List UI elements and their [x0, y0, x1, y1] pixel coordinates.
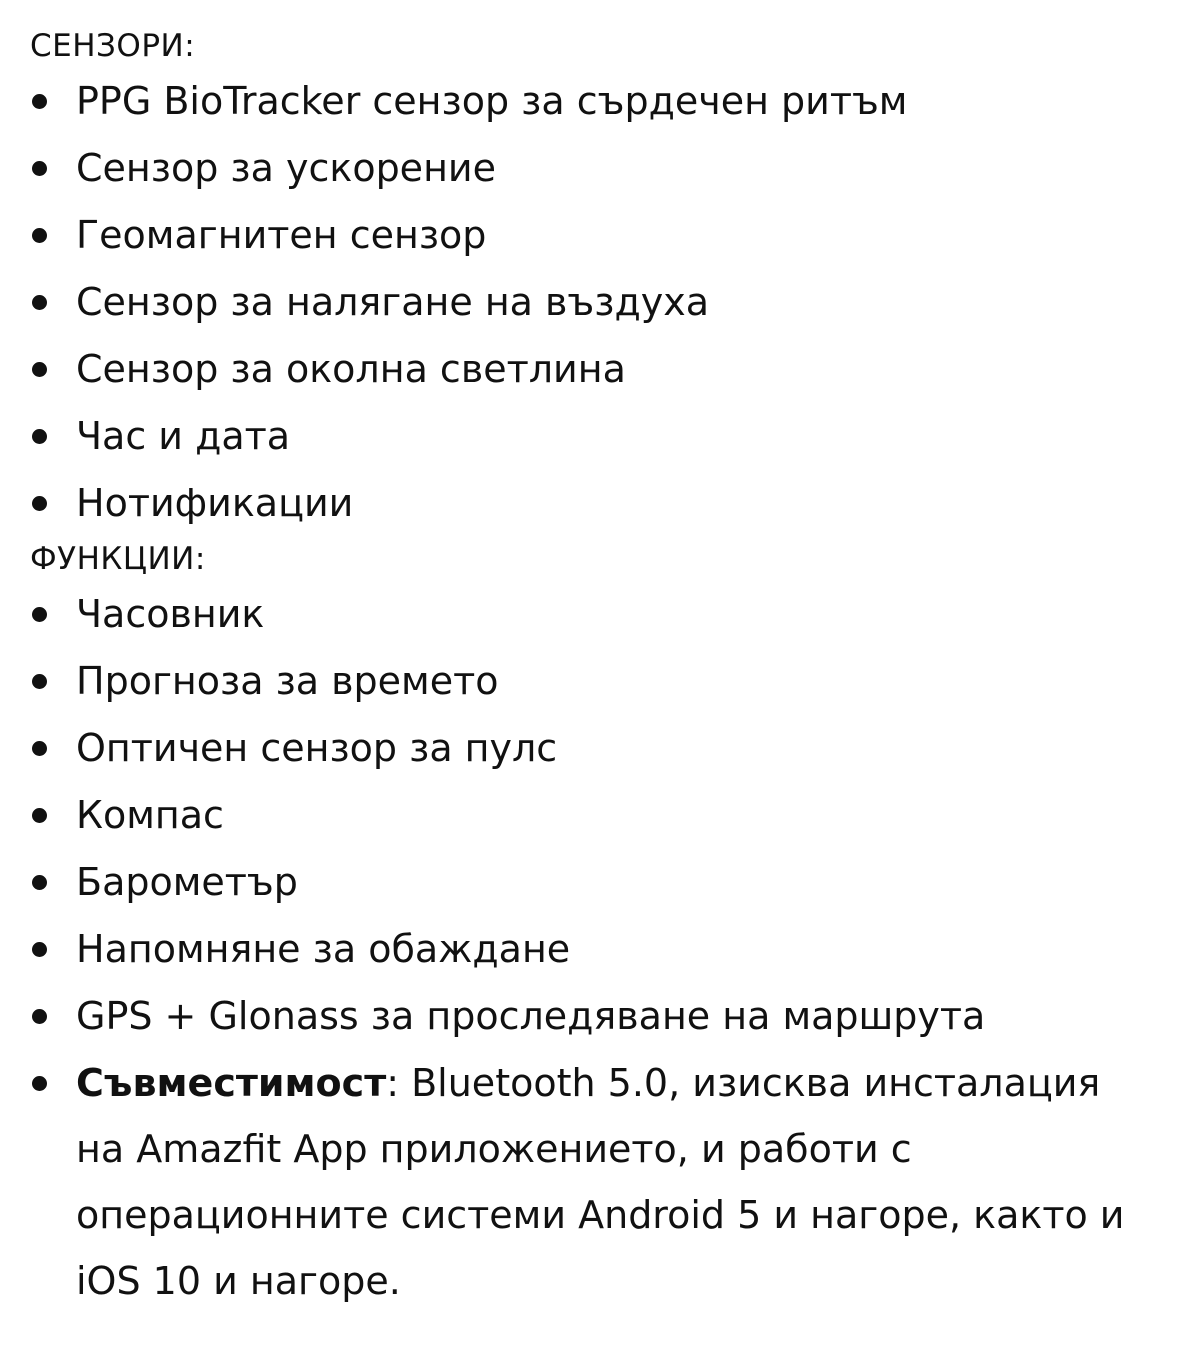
list-item: Нотификации	[30, 470, 1149, 537]
compatibility-label: Съвместимост	[76, 1061, 387, 1105]
list-item: Компас	[30, 782, 1149, 849]
sensors-heading: СЕНЗОРИ:	[30, 28, 196, 64]
compatibility-item	[30, 1050, 1149, 1314]
list-item: Часовник	[30, 581, 1149, 648]
list-item: Геомагнитен сензор	[30, 202, 1149, 269]
list-item: Барометър	[30, 849, 1149, 916]
list-item: Час и дата	[30, 403, 1149, 470]
list-item: Оптичен сензор за пулс	[30, 715, 1149, 782]
list-item: GPS + Glonass за проследяване на маршрута	[30, 983, 1149, 1050]
list-item: Сензор за ускорение	[30, 135, 1149, 202]
list-item: Напомняне за обаждане	[30, 916, 1149, 983]
functions-heading: ФУНКЦИИ:	[30, 541, 206, 577]
sensors-list	[30, 68, 1149, 537]
list-item: PPG BioTracker сензор за сърдечен ритъм	[30, 68, 1149, 135]
list-item: Сензор за налягане на въздуха	[30, 269, 1149, 336]
compatibility-text: : Bluetooth 5.0, изисква инсталация на Amazfit App приложението, и работи с операционните системи Android 5 и нагоре, както и iOS 10 и нагоре.	[76, 1061, 1125, 1303]
list-item: Прогноза за времето	[30, 648, 1149, 715]
list-item: Сензор за околна светлина	[30, 336, 1149, 403]
functions-list	[30, 581, 1149, 1314]
